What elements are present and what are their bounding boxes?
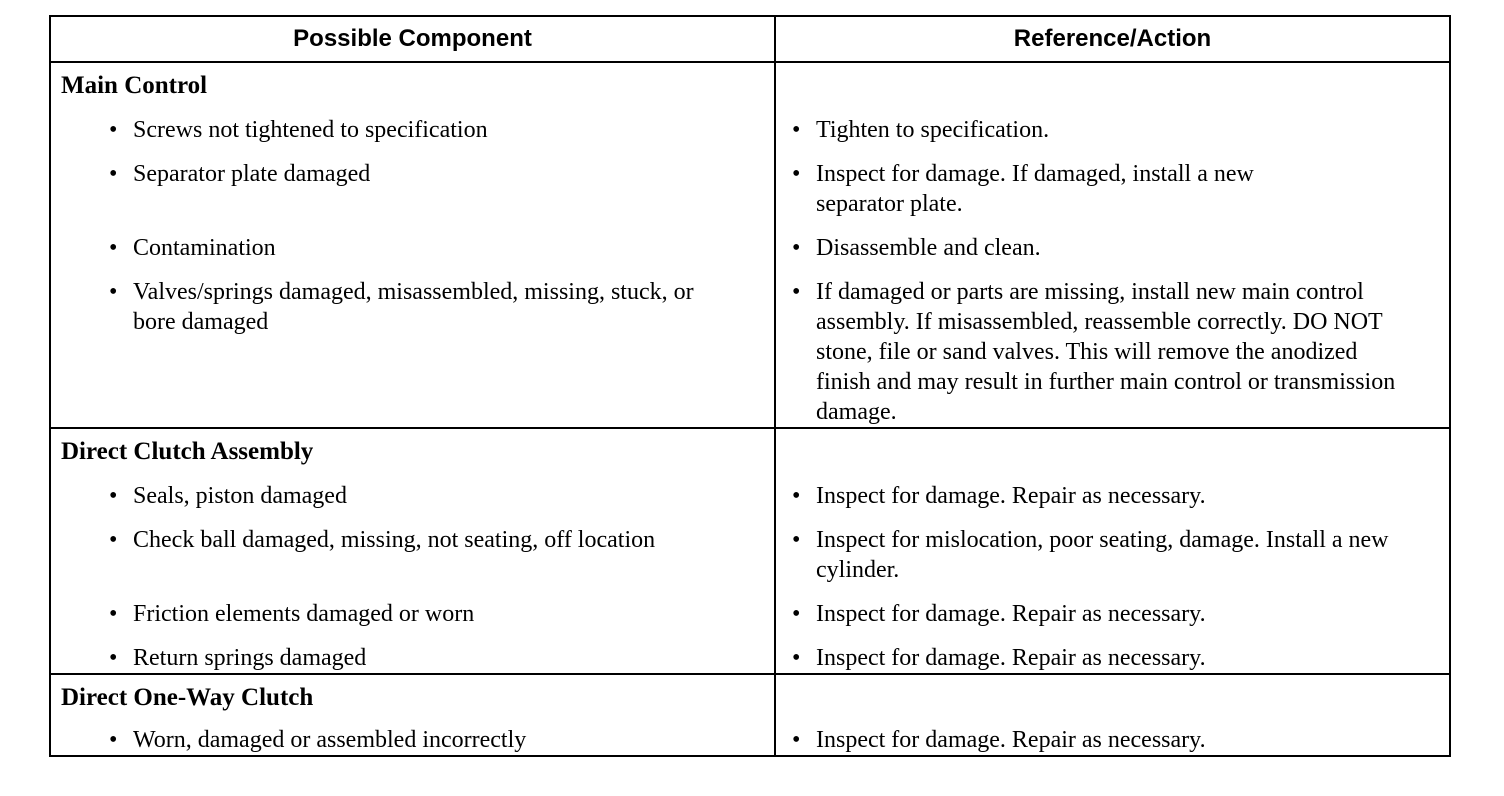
action-text: Disassemble and clean. <box>816 235 1041 261</box>
component-item <box>51 725 774 755</box>
component-item <box>51 643 774 673</box>
component-cell <box>50 674 775 756</box>
component-text: Seals, piston damaged <box>133 483 347 509</box>
bullet-icon: • <box>109 279 118 305</box>
bullet-icon: • <box>109 527 118 553</box>
component-item <box>51 115 774 159</box>
action-item <box>776 599 1449 643</box>
diagnosis-table <box>49 15 1451 757</box>
section-title: Main Control <box>61 72 208 99</box>
header-reference-action: Reference/Action <box>775 16 1450 62</box>
action-text: Inspect for damage. Repair as necessary. <box>816 601 1206 627</box>
component-text: Return springs damaged <box>133 645 367 671</box>
action-item <box>776 725 1449 755</box>
component-item <box>51 233 774 277</box>
action-item <box>776 277 1449 427</box>
bullet-icon: • <box>109 645 118 671</box>
bullet-icon: • <box>792 527 801 553</box>
action-cell <box>775 428 1450 674</box>
component-text: Friction elements damaged or worn <box>133 601 475 627</box>
action-item <box>776 481 1449 525</box>
action-text: Tighten to specification. <box>816 117 1050 143</box>
action-item <box>776 643 1449 673</box>
bullet-icon: • <box>109 727 118 753</box>
component-item <box>51 159 774 233</box>
section-title: Direct Clutch Assembly <box>61 438 314 465</box>
action-item <box>776 115 1449 159</box>
component-item <box>51 481 774 525</box>
component-text: Contamination <box>133 235 276 261</box>
action-item <box>776 525 1449 599</box>
component-item <box>51 277 774 427</box>
bullet-icon: • <box>109 117 118 143</box>
action-item <box>776 233 1449 277</box>
section-main-control <box>50 62 1450 428</box>
bullet-icon: • <box>109 161 118 187</box>
bullet-icon: • <box>792 161 801 187</box>
action-text: Inspect for damage. If damaged, install a new separator plate. <box>816 161 1254 217</box>
bullet-icon: • <box>109 483 118 509</box>
component-cell <box>50 428 775 674</box>
component-text: Check ball damaged, missing, not seating, off location <box>133 527 656 553</box>
bullet-icon: • <box>792 117 801 143</box>
bullet-icon: • <box>792 645 801 671</box>
action-item <box>776 159 1449 233</box>
component-text: Valves/springs damaged, misassembled, missing, stuck, or bore damaged <box>133 279 694 335</box>
bullet-icon: • <box>109 235 118 261</box>
component-text: Separator plate damaged <box>133 161 371 187</box>
component-item <box>51 525 774 599</box>
section-direct-clutch-assembly <box>50 428 1450 674</box>
header-row <box>50 16 1450 62</box>
bullet-icon: • <box>792 483 801 509</box>
component-item <box>51 599 774 643</box>
header-possible-component: Possible Component <box>50 16 775 62</box>
bullet-icon: • <box>792 601 801 627</box>
section-title: Direct One-Way Clutch <box>61 684 314 711</box>
section-direct-one-way-clutch <box>50 674 1450 756</box>
action-text: Inspect for mislocation, poor seating, damage. Install a new cylinder. <box>816 527 1389 583</box>
action-cell <box>775 62 1450 428</box>
bullet-icon: • <box>792 727 801 753</box>
component-text: Screws not tightened to specification <box>133 117 488 143</box>
action-text: If damaged or parts are missing, install new main control assembly. If misassembled, reassemble correctly. DO NOT stone, file or sand valves. This will remove the anodized finish and may result in further main control or transmission damage. <box>816 279 1396 425</box>
bullet-icon: • <box>109 601 118 627</box>
action-cell <box>775 674 1450 756</box>
component-cell <box>50 62 775 428</box>
action-text: Inspect for damage. Repair as necessary. <box>816 645 1206 671</box>
action-text: Inspect for damage. Repair as necessary. <box>816 727 1206 753</box>
action-text: Inspect for damage. Repair as necessary. <box>816 483 1206 509</box>
bullet-icon: • <box>792 235 801 261</box>
component-text: Worn, damaged or assembled incorrectly <box>133 727 527 753</box>
bullet-icon: • <box>792 279 801 305</box>
